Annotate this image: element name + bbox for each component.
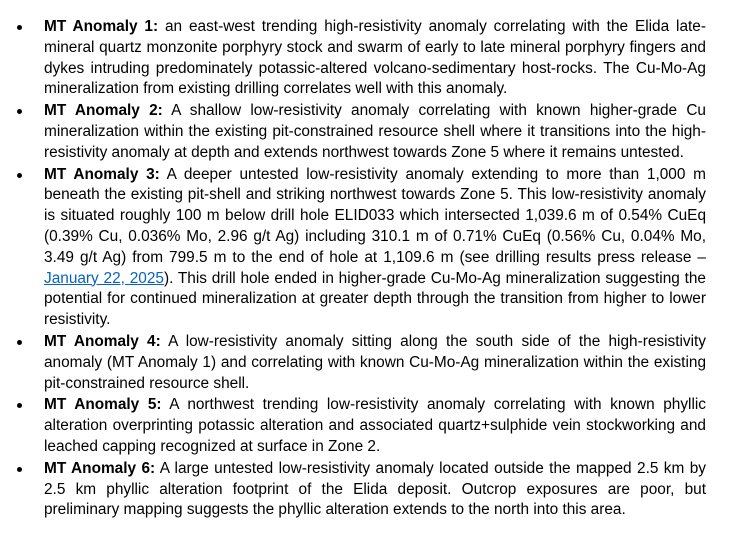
list-item-mt-anomaly-5 [0,395,706,457]
item-title: MT Anomaly 2: [44,102,163,120]
bullet-icon [17,25,22,30]
item-title: MT Anomaly 3: [44,165,160,183]
item-text: an east-west trending high-resistivity anomaly correlating with the Elida late-mineral quartz monzonite porphyry stock and swarm of early to late mineral porphyry fingers and dykes intruding predominately potassic-altered volcano-sedimentary host-rocks. The Cu-Mo-Ag mineralization from existing drilling correlates well with this anomaly. [44,18,706,98]
list-item-mt-anomaly-4 [0,332,706,394]
item-text: A large untested low-resistivity anomaly located outside the mapped 2.5 km by 2.5 km phyllic alteration footprint of the Elida deposit. Outcrop exposures are poor, but preliminary mapping suggests the phyllic alteration extends to the north into this area. [44,459,706,519]
list-item-mt-anomaly-6 [0,459,706,521]
item-title: MT Anomaly 1: [44,18,159,35]
item-text-before-link: A deeper untested low-resistivity anomaly extending to more than 1,000 m beneath the existing pit-shell and striking northwest towards Zone 5. This low-resistivity anomaly is situated roughly 100 m below drill hole ELID033 which intersected 1,039.6 m of 0.54% CuEq (0.39% Cu, 0.036% Mo, 2.96 g/t Ag) including 310.1 m of 0.71% CuEq (0.56% Cu, 0.04% Mo, 3.49 g/t Ag) from 799.5 m to the end of hole at 1,109.6 m (see drilling results press release – [44,165,706,266]
item-title: MT Anomaly 4: [44,332,161,350]
bullet-icon [17,467,22,472]
item-text: A low-resistivity anomaly sitting along the south side of the high-resistivity anomaly (MT Anomaly 1) and correlating with known Cu-Mo-Ag mineralization within the existing pit-constrained resource shell. [44,332,706,392]
bullet-icon [17,403,22,408]
bullet-icon [17,173,22,178]
press-release-link[interactable]: January 22, 2025 [44,269,164,287]
bullet-icon [17,109,22,114]
bullet-icon [17,340,22,345]
list-item-mt-anomaly-2 [0,101,706,163]
item-text-after-link: ). This drill hole ended in higher-grade Cu-Mo-Ag mineralization suggesting the potential for continued mineralization at greater depth through the transition from higher to lower resistivity. [44,269,706,329]
anomaly-bullet-list [0,17,734,521]
list-item-mt-anomaly-3 [0,165,706,331]
item-text: A northwest trending low-resistivity anomaly correlating with known phyllic alteration overprinting potassic alteration and associated quartz+sulphide vein stockworking and leached capping recognized at surface in Zone 2. [44,396,707,455]
item-title: MT Anomaly 5: [44,396,162,414]
item-title: MT Anomaly 6: [44,459,156,477]
document-body [0,17,734,521]
list-item-mt-anomaly-1 [0,17,706,100]
item-text: A shallow low-resistivity anomaly correlating with known higher-grade Cu mineralization within the existing pit-constrained resource shell where it transitions into the high-resistivity anomaly at depth and extends northwest towards Zone 5 where it remains untested. [44,102,706,161]
